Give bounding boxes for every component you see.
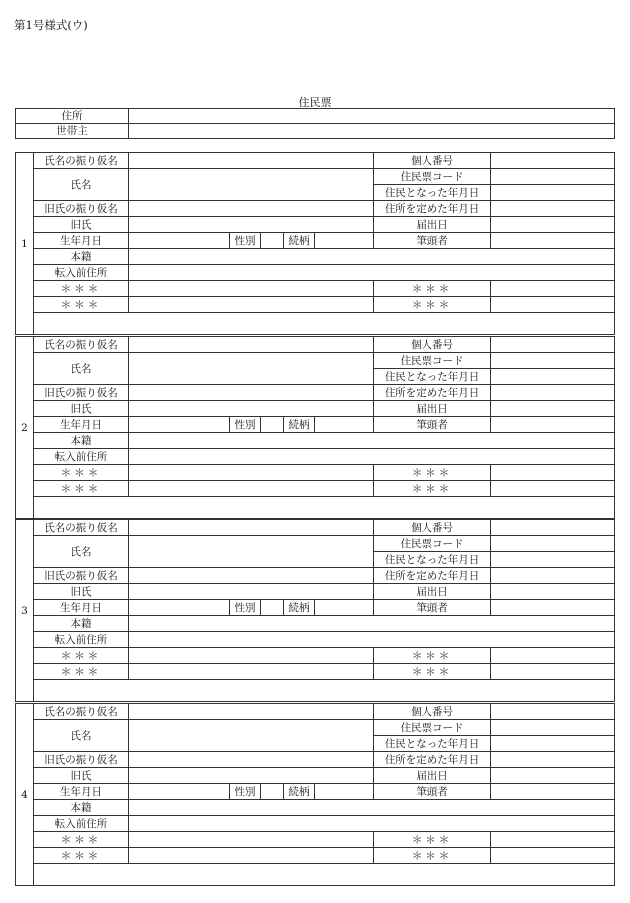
old-kana-label: 旧氏の振り仮名 — [34, 568, 129, 584]
previous-address-label: 転入前住所 — [34, 816, 129, 832]
domicile-label: 本籍 — [34, 800, 129, 816]
kana-value-cell[interactable] — [129, 153, 374, 169]
masked-label: ＊＊＊ — [374, 832, 491, 848]
masked-value-cell[interactable] — [491, 481, 615, 497]
birth-date-label: 生年月日 — [34, 233, 129, 249]
became-resident-label: 住民となった年月日 — [374, 369, 491, 385]
relation-value-cell[interactable] — [315, 417, 374, 433]
masked-value-cell[interactable] — [129, 664, 374, 680]
masked-value-cell[interactable] — [129, 848, 374, 864]
masked-value-cell[interactable] — [491, 465, 615, 481]
resident-entry-2 — [15, 336, 615, 519]
household-head-label: 筆頭者 — [374, 784, 491, 800]
birth-date-label: 生年月日 — [34, 600, 129, 616]
old-kana-value-cell[interactable] — [129, 752, 374, 768]
became-resident-value-cell[interactable] — [491, 185, 615, 201]
name-value-cell[interactable] — [129, 536, 374, 568]
old-name-value-cell[interactable] — [129, 768, 374, 784]
masked-label: ＊＊＊ — [34, 832, 129, 848]
masked-label: ＊＊＊ — [34, 848, 129, 864]
name-label: 氏名 — [34, 536, 129, 568]
personal-number-label: 個人番号 — [374, 520, 491, 536]
entry-index: 2 — [16, 337, 34, 519]
old-kana-value-cell[interactable] — [129, 385, 374, 401]
notified-date-value-cell[interactable] — [491, 401, 615, 417]
remarks-cell[interactable] — [34, 497, 615, 519]
householder-value-cell[interactable] — [129, 124, 615, 139]
page-title: 住民票 — [298, 96, 332, 109]
gender-label: 性別 — [230, 233, 261, 249]
masked-label: ＊＊＊ — [374, 281, 491, 297]
notified-date-value-cell[interactable] — [491, 584, 615, 600]
masked-label: ＊＊＊ — [374, 297, 491, 313]
notified-date-label: 届出日 — [374, 584, 491, 600]
kana-label: 氏名の振り仮名 — [34, 153, 129, 169]
gender-value-cell[interactable] — [261, 233, 284, 249]
personal-number-label: 個人番号 — [374, 704, 491, 720]
household-head-label: 筆頭者 — [374, 233, 491, 249]
became-resident-value-cell[interactable] — [491, 736, 615, 752]
previous-address-value-cell[interactable] — [129, 449, 615, 465]
personal-number-value-cell[interactable] — [491, 520, 615, 536]
previous-address-label: 転入前住所 — [34, 449, 129, 465]
masked-value-cell[interactable] — [491, 848, 615, 864]
relation-label: 続柄 — [284, 784, 315, 800]
old-kana-label: 旧氏の振り仮名 — [34, 385, 129, 401]
name-value-cell[interactable] — [129, 720, 374, 752]
old-name-label: 旧氏 — [34, 401, 129, 417]
personal-number-label: 個人番号 — [374, 153, 491, 169]
relation-label: 続柄 — [284, 233, 315, 249]
masked-value-cell[interactable] — [129, 832, 374, 848]
gender-label: 性別 — [230, 600, 261, 616]
gender-label: 性別 — [230, 417, 261, 433]
masked-value-cell[interactable] — [129, 465, 374, 481]
old-name-value-cell[interactable] — [129, 584, 374, 600]
form-number-label: 第1号様式(ウ) — [14, 18, 88, 32]
kana-value-cell[interactable] — [129, 337, 374, 353]
name-label: 氏名 — [34, 169, 129, 201]
entry-index: 3 — [16, 520, 34, 702]
became-resident-label: 住民となった年月日 — [374, 736, 491, 752]
old-name-value-cell[interactable] — [129, 401, 374, 417]
kana-value-cell[interactable] — [129, 704, 374, 720]
kana-label: 氏名の振り仮名 — [34, 704, 129, 720]
masked-value-cell[interactable] — [491, 664, 615, 680]
masked-label: ＊＊＊ — [34, 297, 129, 313]
name-value-cell[interactable] — [129, 169, 374, 201]
address-set-date-label: 住所を定めた年月日 — [374, 385, 491, 401]
resident-code-label: 住民票コード — [374, 169, 491, 185]
domicile-label: 本籍 — [34, 249, 129, 265]
household-head-label: 筆頭者 — [374, 417, 491, 433]
masked-value-cell[interactable] — [491, 648, 615, 664]
personal-number-value-cell[interactable] — [491, 153, 615, 169]
masked-value-cell[interactable] — [129, 281, 374, 297]
address-set-date-label: 住所を定めた年月日 — [374, 201, 491, 217]
previous-address-value-cell[interactable] — [129, 816, 615, 832]
gender-value-cell[interactable] — [261, 784, 284, 800]
resident-code-label: 住民票コード — [374, 720, 491, 736]
old-name-label: 旧氏 — [34, 217, 129, 233]
address-value-cell[interactable] — [129, 109, 615, 124]
relation-label: 続柄 — [284, 417, 315, 433]
domicile-value-cell[interactable] — [129, 616, 615, 632]
masked-value-cell[interactable] — [129, 648, 374, 664]
kana-label: 氏名の振り仮名 — [34, 337, 129, 353]
domicile-value-cell[interactable] — [129, 249, 615, 265]
previous-address-label: 転入前住所 — [34, 632, 129, 648]
resident-code-value-cell[interactable] — [491, 720, 615, 736]
birth-date-label: 生年月日 — [34, 784, 129, 800]
previous-address-value-cell[interactable] — [129, 265, 615, 281]
old-name-label: 旧氏 — [34, 584, 129, 600]
personal-number-value-cell[interactable] — [491, 337, 615, 353]
personal-number-label: 個人番号 — [374, 337, 491, 353]
masked-label: ＊＊＊ — [374, 848, 491, 864]
notified-date-label: 届出日 — [374, 768, 491, 784]
entry-index: 1 — [16, 153, 34, 335]
address-set-date-label: 住所を定めた年月日 — [374, 752, 491, 768]
resident-code-label: 住民票コード — [374, 353, 491, 369]
remarks-cell[interactable] — [34, 313, 615, 335]
resident-entry-1 — [15, 152, 615, 335]
domicile-label: 本籍 — [34, 433, 129, 449]
relation-label: 続柄 — [284, 600, 315, 616]
relation-value-cell[interactable] — [315, 233, 374, 249]
became-resident-label: 住民となった年月日 — [374, 185, 491, 201]
old-kana-value-cell[interactable] — [129, 201, 374, 217]
masked-label: ＊＊＊ — [374, 481, 491, 497]
kana-value-cell[interactable] — [129, 520, 374, 536]
masked-value-cell[interactable] — [129, 481, 374, 497]
address-set-date-value-cell[interactable] — [491, 385, 615, 401]
domicile-label: 本籍 — [34, 616, 129, 632]
resident-code-value-cell[interactable] — [491, 169, 615, 185]
masked-value-cell[interactable] — [491, 281, 615, 297]
header-table — [15, 108, 615, 139]
household-head-value-cell[interactable] — [491, 417, 615, 433]
notified-date-value-cell[interactable] — [491, 217, 615, 233]
domicile-value-cell[interactable] — [129, 433, 615, 449]
address-set-date-value-cell[interactable] — [491, 568, 615, 584]
relation-value-cell[interactable] — [315, 600, 374, 616]
old-name-label: 旧氏 — [34, 768, 129, 784]
address-set-date-value-cell[interactable] — [491, 752, 615, 768]
name-label: 氏名 — [34, 720, 129, 752]
household-head-label: 筆頭者 — [374, 600, 491, 616]
masked-label: ＊＊＊ — [34, 481, 129, 497]
birth-date-label: 生年月日 — [34, 417, 129, 433]
householder-label: 世帯主 — [16, 124, 129, 139]
previous-address-label: 転入前住所 — [34, 265, 129, 281]
resident-entry-3 — [15, 519, 615, 702]
masked-value-cell[interactable] — [491, 297, 615, 313]
address-set-date-value-cell[interactable] — [491, 201, 615, 217]
remarks-cell[interactable] — [34, 680, 615, 702]
birth-date-value-cell[interactable] — [129, 600, 230, 616]
address-row — [16, 109, 615, 124]
masked-label: ＊＊＊ — [34, 648, 129, 664]
name-value-cell[interactable] — [129, 353, 374, 385]
previous-address-value-cell[interactable] — [129, 632, 615, 648]
resident-code-value-cell[interactable] — [491, 536, 615, 552]
became-resident-value-cell[interactable] — [491, 552, 615, 568]
address-set-date-label: 住所を定めた年月日 — [374, 568, 491, 584]
notified-date-label: 届出日 — [374, 401, 491, 417]
old-kana-value-cell[interactable] — [129, 568, 374, 584]
remarks-cell[interactable] — [34, 864, 615, 886]
relation-value-cell[interactable] — [315, 784, 374, 800]
personal-number-value-cell[interactable] — [491, 704, 615, 720]
gender-value-cell[interactable] — [261, 600, 284, 616]
gender-label: 性別 — [230, 784, 261, 800]
birth-date-value-cell[interactable] — [129, 233, 230, 249]
resident-code-label: 住民票コード — [374, 536, 491, 552]
resident-code-value-cell[interactable] — [491, 353, 615, 369]
household-head-value-cell[interactable] — [491, 784, 615, 800]
entry-index: 4 — [16, 704, 34, 886]
domicile-value-cell[interactable] — [129, 800, 615, 816]
birth-date-value-cell[interactable] — [129, 784, 230, 800]
masked-label: ＊＊＊ — [34, 465, 129, 481]
masked-label: ＊＊＊ — [374, 664, 491, 680]
masked-label: ＊＊＊ — [374, 648, 491, 664]
masked-value-cell[interactable] — [491, 832, 615, 848]
address-label: 住所 — [16, 109, 129, 124]
became-resident-value-cell[interactable] — [491, 369, 615, 385]
household-head-value-cell[interactable] — [491, 600, 615, 616]
masked-value-cell[interactable] — [129, 297, 374, 313]
became-resident-label: 住民となった年月日 — [374, 552, 491, 568]
birth-date-value-cell[interactable] — [129, 417, 230, 433]
resident-entry-4 — [15, 703, 615, 886]
old-kana-label: 旧氏の振り仮名 — [34, 201, 129, 217]
name-label: 氏名 — [34, 353, 129, 385]
kana-label: 氏名の振り仮名 — [34, 520, 129, 536]
old-name-value-cell[interactable] — [129, 217, 374, 233]
masked-label: ＊＊＊ — [374, 465, 491, 481]
householder-row — [16, 124, 615, 139]
masked-label: ＊＊＊ — [34, 664, 129, 680]
masked-label: ＊＊＊ — [34, 281, 129, 297]
notified-date-label: 届出日 — [374, 217, 491, 233]
household-head-value-cell[interactable] — [491, 233, 615, 249]
notified-date-value-cell[interactable] — [491, 768, 615, 784]
old-kana-label: 旧氏の振り仮名 — [34, 752, 129, 768]
gender-value-cell[interactable] — [261, 417, 284, 433]
